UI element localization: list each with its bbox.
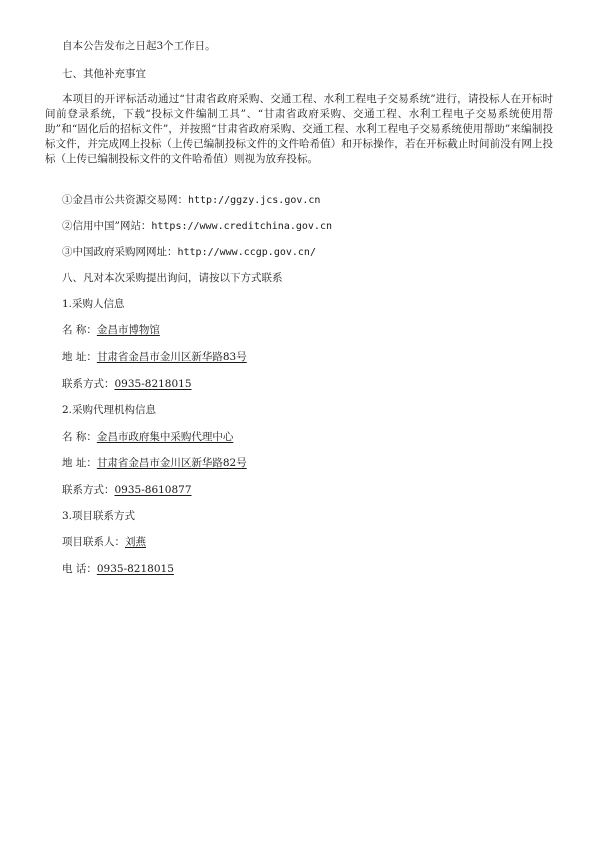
site-2-line: [62, 218, 332, 233]
section-eight-heading: 八、凡对本次采购提出询问，请按以下方式联系: [62, 272, 283, 284]
agency-phone-line: [62, 482, 192, 497]
site-1-link[interactable]: http://ggzy.jcs.gov.cn: [188, 195, 321, 206]
project-phone-label: 电 话：: [62, 563, 97, 575]
agency-phone: 0935-8610877: [114, 484, 192, 496]
purchaser-name-label: 名 称：: [62, 324, 97, 336]
bidding-instructions-paragraph: 本项目的开评标活动通过“甘肃省政府采购、交通工程、水利工程电子交易系统”进行，请投标人在开标时间前登录系统，下载“投标文件编制工具”、“甘肃省政府采购、交通工程、水利工程电子交易系统使用帮助”和“固化后的招标文件”，并按照“甘肃省政府采购、交通工程、水利工程电子交易系统使用帮助”来编制投标文件，并完成网上投标（上传已编制投标文件的文件哈希值）和开标操作，若在开标截止时间前没有网上投标（上传已编制投标文件的文件哈希值）则视为放弃投标。: [45, 93, 553, 165]
site-3-link[interactable]: http://www.ccgp.gov.cn/: [177, 247, 316, 258]
purchaser-heading: 1.采购人信息: [62, 298, 125, 310]
section-seven-heading: 七、其他补充事宜: [62, 68, 146, 80]
site-3-label: ③中国政府采购网网址：: [62, 246, 178, 258]
purchaser-address-label: 地 址：: [62, 351, 97, 363]
purchaser-phone: 0935-8218015: [114, 378, 192, 390]
agency-name-line: [62, 429, 233, 444]
purchaser-address-line: [62, 349, 247, 364]
project-contact-name: 刘燕: [125, 536, 146, 548]
site-2-label: ②信用中国”网站：: [62, 220, 152, 232]
purchaser-name: 金昌市博物馆: [96, 324, 160, 336]
agency-address: 甘肃省金昌市金川区新华路82号: [96, 457, 247, 469]
site-1-line: [62, 192, 320, 207]
project-phone: 0935-8218015: [96, 563, 174, 575]
agency-heading: 2.采购代理机构信息: [62, 404, 157, 416]
project-contact-label: 项目联系人：: [62, 536, 125, 548]
project-contact-heading: 3.项目联系方式: [62, 510, 136, 522]
agency-address-line: [62, 455, 247, 470]
purchaser-phone-line: [62, 376, 192, 391]
deadline-text: 自本公告发布之日起3个工作日。: [62, 40, 216, 52]
agency-address-label: 地 址：: [62, 457, 97, 469]
site-2-link[interactable]: https://www.creditchina.gov.cn: [151, 221, 332, 232]
agency-phone-label: 联系方式：: [62, 484, 115, 496]
agency-name: 金昌市政府集中采购代理中心: [96, 431, 234, 443]
site-1-label: ①金昌市公共资源交易网：: [62, 194, 188, 206]
site-3-line: [62, 244, 316, 259]
purchaser-name-line: [62, 322, 160, 337]
agency-name-label: 名 称：: [62, 431, 97, 443]
project-contact-line: [62, 534, 146, 549]
purchaser-phone-label: 联系方式：: [62, 378, 115, 390]
project-phone-line: [62, 561, 174, 576]
purchaser-address: 甘肃省金昌市金川区新华路83号: [96, 351, 247, 363]
